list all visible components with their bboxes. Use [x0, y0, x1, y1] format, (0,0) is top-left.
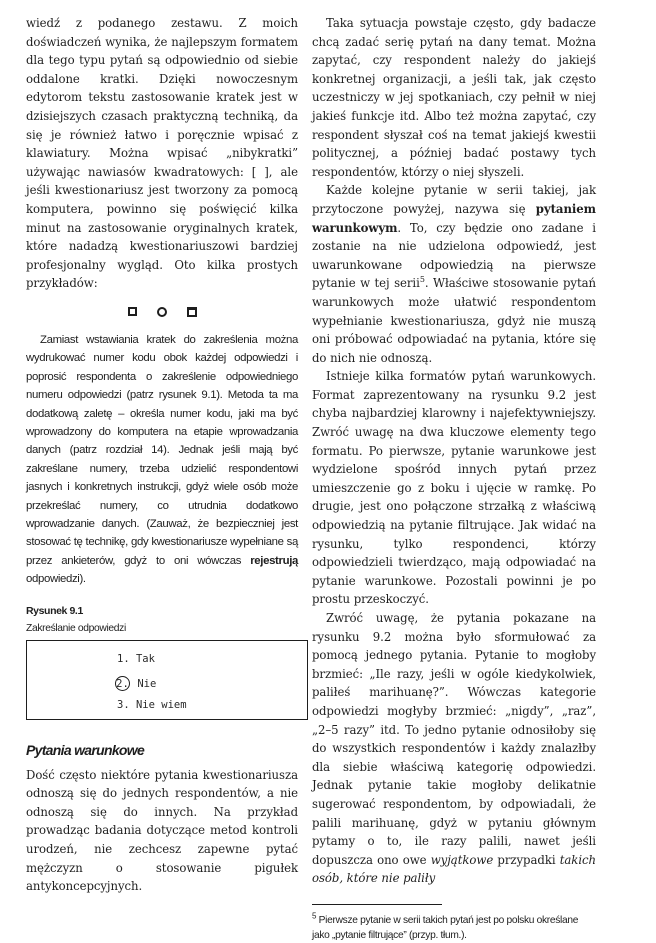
square-box-icon-alt [187, 307, 197, 317]
footnote-marker: 5 [419, 275, 425, 285]
footnote [312, 913, 596, 943]
contingency-intro-paragraph: Dość często niektóre pytania kwestionariusza odnoszą się do jednych respondentów, a nie odnoszą się do innych. Na przykład prowadząc badania dotyczące metod kontroli urodzeń, nie zechcesz zapewne pytać mężczyzn o stosowanie pigułek antykoncepcyjnych. [26, 767, 298, 894]
figure-title: Rysunek 9.1 [26, 604, 83, 617]
single-question-text: Zwróć uwagę, że pytania pokazane na rysunku 9.2 można było sformułować za pomocą jednego pytania. Pytanie to mogłoby brzmieć: „Ile razy, jeśli w ogóle kiedykolwiek, paliłeś marihuanę?”. Wówczas kategorie odpowiedzi mogłyby brzmieć: „nigdy”, „raz”, „2–5 razy” itd. To jedno pytanie odnosiłoby się do wszystkich respondentów i każdy znalazłby dla siebie właściwą kategorię odpowiedzi. Jednak pytanie takie mogłoby delikatnie sugerować respondentom, by odpowiadali, że palili marihuanę, gdyż w pytaniu głównym pytamy o to, ile razy palili, nawet jeśli dopuszcza ono owe [312, 611, 596, 867]
right-column [312, 14, 596, 943]
option-3 [117, 699, 187, 711]
emphasis-takich-osob: takich osób, które nie paliły [312, 852, 596, 886]
code-numbers-end: odpowiedzi). [26, 573, 86, 586]
section-heading: Pytania warunkowe [26, 741, 145, 758]
figure-box [26, 640, 308, 720]
option-label: Tak [135, 652, 155, 665]
footnote-divider [312, 904, 442, 905]
circle-box-icon [157, 307, 167, 317]
series-paragraph: Taka sytuacja powstaje często, gdy badacze chcą zadać serię pytań na dany temat. Można zapytać, czy respondent należy do jakiejś konkretnej organizacji, a jeśli tak, jak często uczestniczy w jej spotkaniach, czy pełnił w niej jakieś funkcje itd. Albo też można zapytać, czy respondent słyszał coś na temat jakiejś kwestii politycznej, a później badać postawy tych respondentów, którzy o niej słyszeli. [312, 16, 596, 179]
footnote-number: 5 [312, 911, 317, 921]
code-numbers-text: Zamiast wstawiania kratek do zakreślenia można wydrukować numer kodu obok każdej odpowiedzi i poprosić respondenta o zakreślenie odpowiedniego numeru odpowiedzi (patrz rysunek 9.1). Metoda ta ma dodatkową zaletę – określa numer kodu, jaki ma być wprowadzony do komputera na etapie wprowadzania danych (patrz rozdział 14). Jednak jeśli mają być zakreślane numery, trzeba udzielić respondentowi jasnych i konkretnych instrukcji, gdyż wiele osób może przekreślać numery, co utrudnia dodatkowo wprowadzanie danych. (Zauważ, że bezpieczniej jest stosować tę technikę, gdy kwestionariusze wypełniane są przez ankieterów, gdyż to oni wówczas [26, 333, 298, 567]
definition-text: Każde kolejne pytanie w serii takiej, jak przytoczone powyżej, nazywa się [312, 183, 596, 216]
box-symbols-example [26, 303, 298, 321]
circled-option-number: 2. [116, 677, 129, 690]
option-number: 1. [117, 652, 130, 665]
definition-text-mid: . To, czy będzie ono zadane i zostanie na nie udzielona odpowiedź, jest uwarunkowane odpowiedzią na pierwsze pytanie w tej serii [312, 220, 596, 291]
emphasis-wyjatkowe: wyjątkowe [430, 852, 494, 867]
footnote-text: Pierwsze pytanie w serii takich pytań jest po polsku określane jako „pytanie filtrujące” (przyp. tłum.). [312, 914, 579, 941]
figure-caption: Zakreślanie odpowiedzi [26, 622, 126, 634]
left-column [26, 14, 298, 896]
option-1 [117, 653, 155, 665]
formats-paragraph: Istnieje kilka formatów pytań warunkowych. Format zaprezentowany na rysunku 9.2 jest chyba najbardziej klarowny i najefektywniejszy. Zwróć uwagę na dwa kluczowe elementy tego formatu. Po pierwsze, pytanie warunkowe jest wydzielone spośród innych pytań przez umieszczenie go z boku i ujęcie w ramkę. Po drugie, jest ono połączone strzałką z właściwą odpowiedzią na pytanie filtrujące. Jak widać na rysunku, tylko respondenci, którzy odpowiedzieli twierdząco, mają odpowiadać na pytanie warunkowe. Pozostali powinni je po prostu przeskoczyć. [312, 369, 596, 607]
single-question-paragraph [312, 609, 596, 888]
option-number: 3. [117, 698, 130, 711]
option-label: Nie wiem [135, 698, 187, 711]
term-rejestruja: rejestrują [250, 554, 298, 567]
option-2 [115, 676, 156, 691]
single-question-mid: przypadki [493, 852, 560, 867]
definition-text-end: . Właściwe stosowanie pytań warunkowych może ułatwić respondentom wypełnianie kwestionariusza, gdyż nie muszą oni próbować odpowiadać na pytania, które się do nich nie odnoszą. [312, 276, 596, 365]
square-box-icon [128, 307, 137, 316]
option-label: Nie [137, 677, 157, 690]
term-pytanie-warunkowe: pytaniem warunkowym [312, 201, 596, 235]
intro-paragraph: wiedź z podanego zestawu. Z moich doświadczeń wynika, że najlepszym formatem dla tego typu pytań są odpowiednio od siebie oddalone kratki. Dzięki nowoczesnym edytorom tekstu zastosowanie kratek jest w dzisiejszych czasach praktyczną techniką, da się je również łatwo i poręcznie wpisać z klawiatury. Można wpisać „nibykratki” używając nawiasów kwadratowych: [ ], ale jeśli kwestionariusz jest tworzony za pomocą komputera, powinno się poświęcić kilka minut na zastosowanie oryginalnych kratek, które nadadzą kwestionariuszowi bardziej profesjonalny wygląd. Oto kilka prostych przykładów: [26, 16, 298, 291]
contingency-definition-paragraph [312, 181, 596, 367]
code-numbers-paragraph [26, 331, 298, 589]
